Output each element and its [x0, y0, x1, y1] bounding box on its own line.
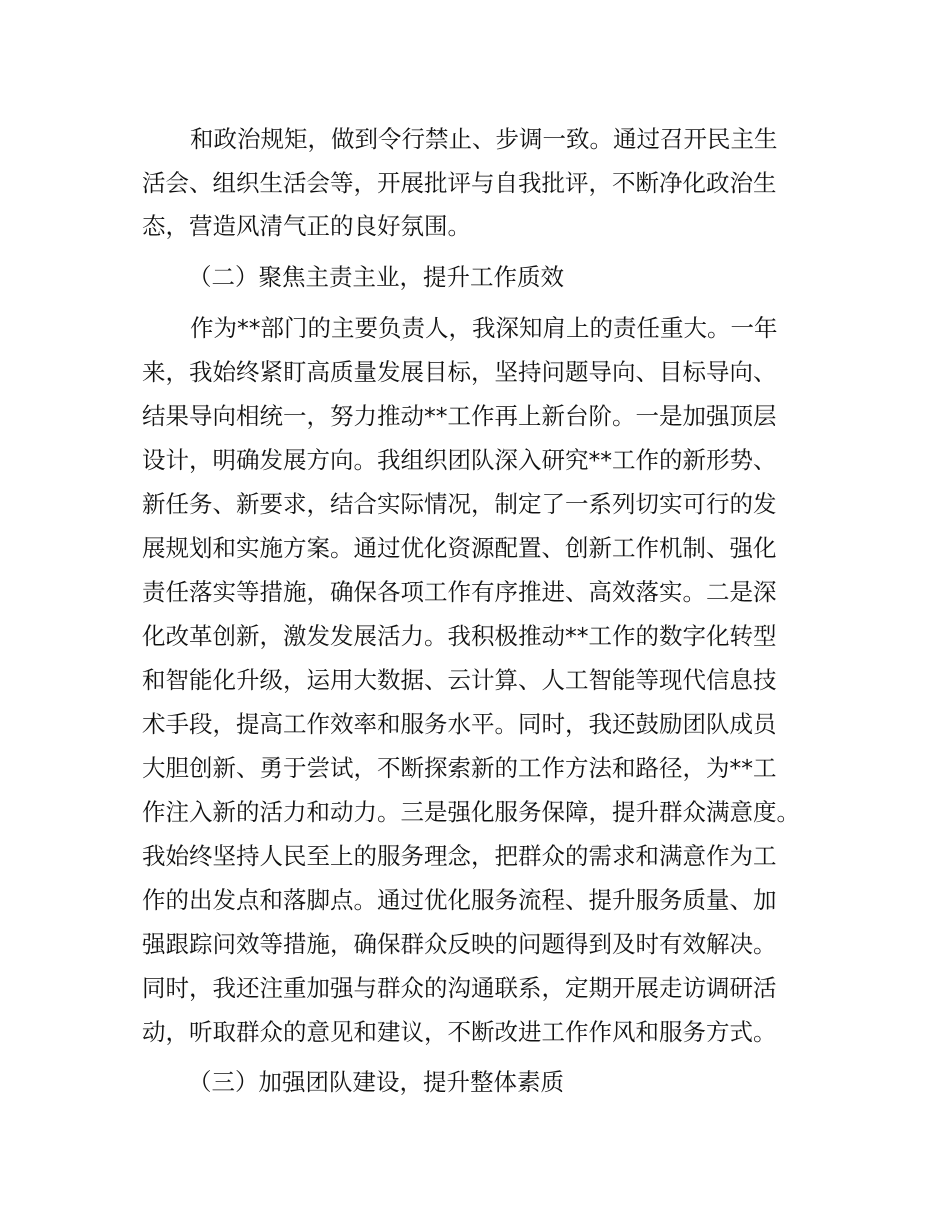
- text-line: 作的出发点和落脚点。通过优化服务流程、提升服务质量、加: [142, 886, 777, 914]
- text-line: 作为**部门的主要负责人，我深知肩上的责任重大。一年: [190, 314, 778, 342]
- section-heading: （二）聚焦主责主业，提升工作质效: [188, 263, 564, 291]
- text-line: 同时，我还注重加强与群众的沟通联系，定期开展走访调研活: [142, 974, 777, 1002]
- text-line: 设计，明确发展方向。我组织团队深入研究**工作的新形势、: [142, 446, 777, 474]
- text-line: 我始终坚持人民至上的服务理念，把群众的需求和满意作为工: [142, 842, 777, 870]
- section-heading: （三）加强团队建设，提升整体素质: [188, 1068, 564, 1096]
- text-line: 化改革创新，激发发展活力。我积极推动**工作的数字化转型: [142, 622, 777, 650]
- text-line: 术手段，提高工作效率和服务水平。同时，我还鼓励团队成员: [142, 710, 777, 738]
- text-line: 和智能化升级，运用大数据、云计算、人工智能等现代信息技: [142, 666, 777, 694]
- text-line: 活会、组织生活会等，开展批评与自我批评，不断净化政治生: [142, 169, 777, 197]
- text-line: 态，营造风清气正的良好氛围。: [142, 212, 471, 240]
- text-line: 动，听取群众的意见和建议，不断改进工作作风和服务方式。: [142, 1018, 777, 1046]
- text-line: 来，我始终紧盯高质量发展目标，坚持问题导向、目标导向、: [142, 358, 777, 386]
- text-line: 和政治规矩，做到令行禁止、步调一致。通过召开民主生: [190, 125, 778, 153]
- text-line: 强跟踪问效等措施，确保群众反映的问题得到及时有效解决。: [142, 930, 777, 958]
- text-line: 大胆创新、勇于尝试，不断探索新的工作方法和路径，为**工: [142, 754, 777, 782]
- text-line: 结果导向相统一，努力推动**工作再上新台阶。一是加强顶层: [142, 402, 777, 430]
- text-line: 责任落实等措施，确保各项工作有序推进、高效落实。二是深: [142, 578, 777, 606]
- text-line: 作注入新的活力和动力。三是强化服务保障，提升群众满意度。: [142, 798, 800, 826]
- text-line: 新任务、新要求，结合实际情况，制定了一系列切实可行的发: [142, 490, 777, 518]
- text-line: 展规划和实施方案。通过优化资源配置、创新工作机制、强化: [142, 534, 777, 562]
